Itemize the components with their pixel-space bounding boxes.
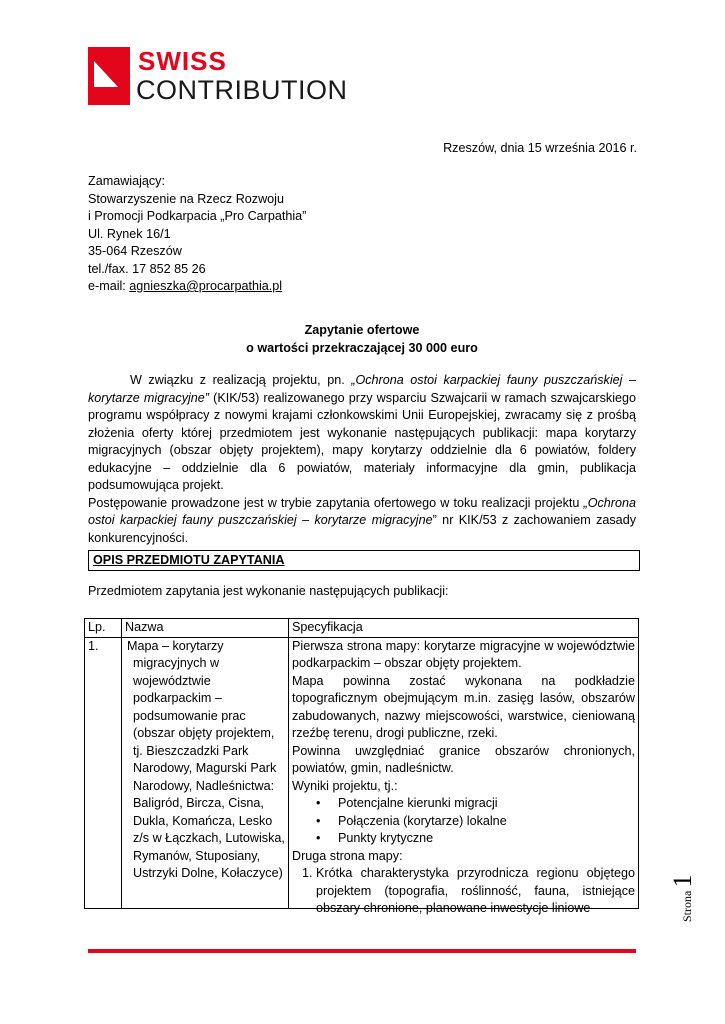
footer-divider [88, 949, 636, 953]
document-date: Rzeszów, dnia 15 września 2016 r. [443, 141, 637, 155]
spec-paragraph: Powinna uwzględniać granice obszarów chronionych, powiatów, gmin, nadleśnictw. [292, 743, 635, 775]
list-item: • Połączenia (korytarze) lokalne [328, 813, 635, 831]
contracting-authority-address [88, 173, 306, 296]
header-name: Nazwa [122, 619, 289, 638]
logo-text-swiss: SWISS [138, 46, 227, 76]
body-paragraph-2 [88, 495, 636, 548]
row-lp: 1. [85, 637, 122, 908]
address-line: i Promocji Podkarpacia „Pro Carpathia” [88, 209, 307, 223]
section-title: OPIS PRZEDMIOTU ZAPYTANIA [93, 553, 285, 567]
address-line: 35-064 Rzeszów [88, 244, 182, 258]
page-number: 1 [668, 874, 697, 888]
results-list [292, 795, 635, 848]
spec-content [292, 638, 635, 915]
address-label: Zamawiający: [88, 174, 165, 188]
email-link[interactable]: agnieszka@procarpathia.pl [129, 279, 283, 293]
table-header-row [85, 619, 639, 638]
section-title-box [88, 550, 640, 571]
spec-paragraph: Mapa powinna zostać wykonana na podkładzie topograficznym obejmującym m.in. zasięg lasów, obszarów zabudowanych, nazwy miejscowości, warstwice, cieniowaną rzeźbę terenu, drogi publiczne, rzeki. [292, 673, 635, 740]
header-lp: Lp. [85, 619, 122, 638]
heading-line-1: Zapytanie ofertowe [304, 323, 420, 337]
logo-mark-icon [88, 47, 130, 105]
spec-paragraph: Druga strona mapy: [292, 848, 403, 863]
text-run: W związku z realizacją projektu, pn. [130, 373, 352, 387]
address-phone: tel./fax. 17 852 85 26 [88, 261, 206, 276]
specification-table [84, 618, 639, 915]
address-line: Stowarzyszenie na Rzecz Rozwoju [88, 191, 284, 206]
intro-text: Przedmiotem zapytania jest wykonanie następujących publikacji: [88, 584, 449, 598]
page-number-block [668, 852, 698, 922]
logo-text-contribution: CONTRIBUTION [136, 75, 348, 105]
table-row [85, 637, 639, 908]
text-run: Postępowanie prowadzone jest w trybie zapytania ofertowego w toku realizacji projektu [88, 495, 584, 510]
text-run: (KIK/53) realizowanego przy wsparciu Szwajcarii w ramach szwajcarskiego programu współpracy z nowymi krajami członkowskimi Unii Europejskiej, zwracamy się z prośbą złożenia oferty której przedmiotem jest wykonanie następujących publikacji: mapa korytarzy migracyjnych (obszar objęty projektem), mapy korytarzy oddzielnie dla 6 powiatów, foldery edukacyjne – oddzielnie dla 6 powiatów, materiały informacyjne dla gmin, publikacja podsumowująca projekt. [88, 390, 637, 492]
address-line: Ul. Rynek 16/1 [88, 226, 171, 241]
page-number-rotated [668, 875, 698, 923]
project-title: „Ochrona ostoi karpackiej fauny puszczańskiej – korytarze migracyjne” [88, 373, 636, 405]
row-spec-cell [289, 637, 639, 915]
list-item: 1. Krótka charakterystyka przyrodnicza regionu objętego projektem (topografia, roślinność, fauna, istniejące obszary chronione, planowane inwestycje liniowe [316, 865, 635, 918]
row-name: Mapa – korytarzy migracyjnych w województwie podkarpackim – podsumowanie prac (obszar objęty projektem, tj. Bieszczadzki Park Narodowy, Magurski Park Narodowy, Nadleśnictwa: Baligród, Bircza, Cisna, Dukla, Komańcza, Lesko z/s w Łączkach, Lutowiska, Rymanów, Stuposiany, Ustrzyki Dolne, Kołaczyce) [127, 638, 285, 880]
body-text [88, 372, 636, 547]
header-spec: Specyfikacja [289, 619, 639, 638]
text-run: ” nr KIK/53 z zachowaniem zasady konkurencyjności. [88, 513, 636, 545]
row-name-cell [122, 637, 289, 908]
spec-paragraph: Wyniki projektu, tj.: [292, 778, 398, 793]
project-title: „Ochrona ostoi karpackiej fauny puszczańskiej – korytarze migracyjne [88, 495, 636, 527]
second-page-list [292, 865, 635, 918]
body-paragraph-1 [88, 372, 636, 495]
address-email-row [88, 278, 306, 296]
list-item: • Punkty krytyczne [328, 830, 635, 848]
document-heading [88, 322, 636, 357]
list-item: • Potencjalne kierunki migracji [328, 795, 635, 813]
heading-line-2: o wartości przekraczającej 30 000 euro [246, 340, 478, 355]
page-label: Strona [680, 890, 694, 922]
email-label: e-mail: [88, 279, 130, 293]
spec-paragraph: Pierwsza strona mapy: korytarze migracyjne w województwie podkarpackim – obszar objęty projektem. [292, 638, 635, 670]
swiss-contribution-logo [88, 47, 348, 109]
